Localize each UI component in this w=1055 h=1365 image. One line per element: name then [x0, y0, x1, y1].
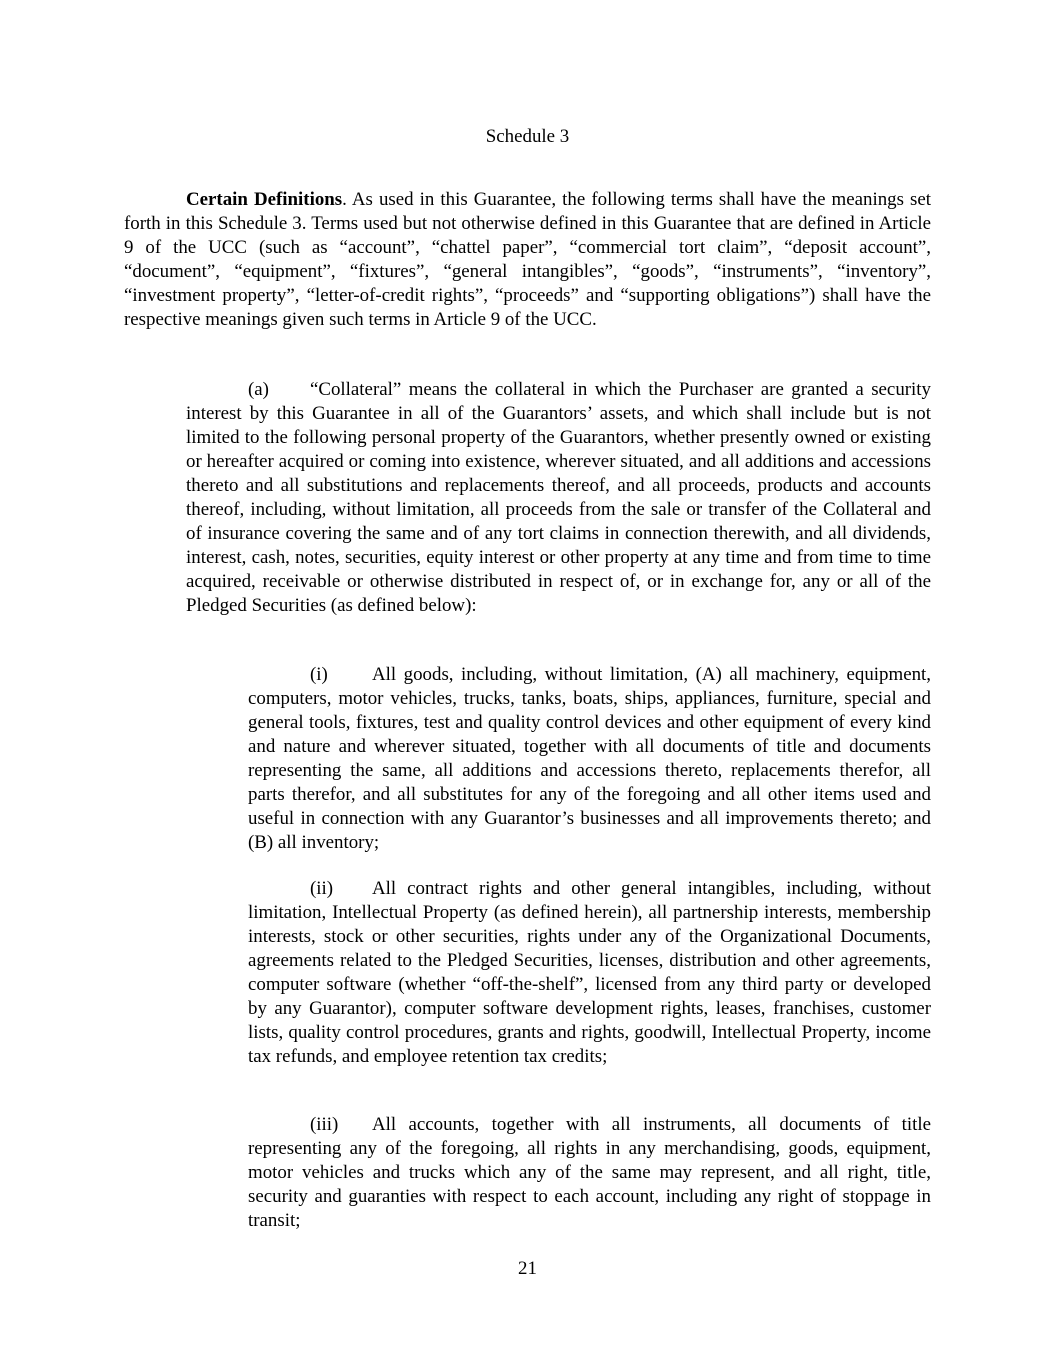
- definitions-intro-paragraph: [124, 188, 931, 332]
- clause-iii-text: All accounts, together with all instruments, all documents of title representing any of the foregoing, all rights in any merchandising, goods, equipment, motor vehicles and trucks which any of the same may represent, and all right, title, security and guaranties with respect to each account, including any right of stoppage in transit;: [248, 1114, 931, 1231]
- page-title: Schedule 3: [485, 126, 570, 147]
- clause-a-text: “Collateral” means the collateral in which the Purchaser are granted a security interest by this Guarantee in all of the Guarantors’ assets, and which shall include but is not limited to the following personal property of the Guarantors, whether presently owned or existing or hereafter acquired or coming into existence, wherever situated, and all additions and accessions thereto and all substitutions and replacements thereof, and all proceeds, products and accounts thereof, including, without limitation, all proceeds from the sale or transfer of the Collateral and of insurance covering the same and of any tort claims in connection therewith, and all dividends, interest, cash, notes, securities, equity interest or other property at any time and from time to time acquired, receivable or otherwise distributed in respect of, or in exchange for, any or all of the Pledged Securities (as defined below):: [186, 379, 931, 616]
- clause-a-collateral: [186, 378, 931, 618]
- clause-ii-label: (ii): [310, 878, 334, 899]
- page-number: 21: [518, 1258, 537, 1279]
- clause-i-text: All goods, including, without limitation, (A) all machinery, equipment, computers, motor vehicles, trucks, tanks, boats, ships, appliances, furniture, special and general tools, fixtures, test and quality control devices and other equipment of every kind and nature and wherever situated, together with all documents of title and documents representing the same, all additions and accessions thereto, replacements therefor, all parts therefor, and all substitutes for any of the foregoing and all other items used and useful in connection with any Guarantor’s businesses and all improvements thereto; and (B) all inventory;: [248, 664, 931, 853]
- clause-ii-general-intangibles: [248, 877, 931, 1069]
- clause-a-label: (a): [248, 379, 269, 400]
- clause-iii-label: (iii): [310, 1114, 339, 1135]
- clause-iii-accounts: [248, 1113, 931, 1233]
- clause-ii-text: All contract rights and other general intangibles, including, without limitation, Intellectual Property (as defined herein), all partnership interests, membership interests, stock or other securities, rights under any of the Organizational Documents, agreements related to the Pledged Securities, licenses, distribution and other agreements, computer software (whether “off-the-shelf”, licensed from any third party or developed by any Guarantor), computer software development rights, leases, franchises, customer lists, quality control procedures, grants and rights, goodwill, Intellectual Property, income tax refunds, and employee retention tax credits;: [248, 878, 931, 1067]
- clause-i-label: (i): [310, 664, 328, 685]
- clause-i-goods: [248, 663, 931, 855]
- defined-term-heading: Certain Definitions: [186, 189, 343, 210]
- intro-text: . As used in this Guarantee, the following terms shall have the meanings set forth in this Schedule 3. Terms used but not otherwise defined in this Guarantee that are defined in Article 9 of the UCC (such as “account”, “chattel paper”, “commercial tort claim”, “deposit account”, “document”, “equipment”, “fixtures”, “general intangibles”, “goods”, “instruments”, “inventory”, “investment property”, “letter-of-credit rights”, “proceeds” and “supporting obligations”) shall have the respective meanings given such terms in Article 9 of the UCC.: [124, 189, 931, 330]
